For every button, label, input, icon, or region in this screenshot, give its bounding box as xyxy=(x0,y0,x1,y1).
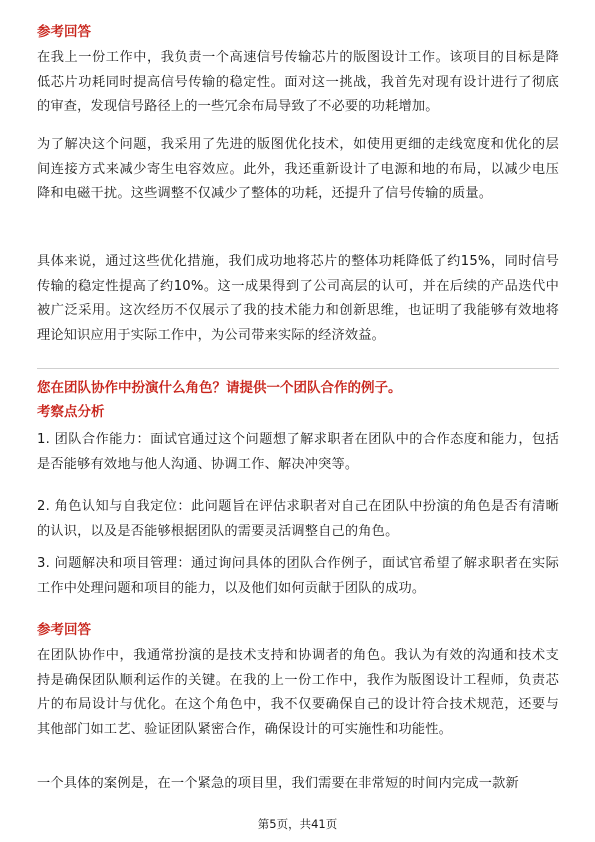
answer-paragraph-2: 为了解决这个问题，我采用了先进的版图优化技术，如使用更细的走线宽度和优化的层间连接方式来减少寄生电容效应。此外，我还重新设计了电源和地的布局，以减少电压降和电磁干扰。这些调整不仅减少了整体的功耗，还提升了信号传输的质量。 xyxy=(37,137,559,202)
analysis-item-1: 1. 团队合作能力：面试官通过这个问题想了解求职者在团队中的合作态度和能力，包括是否能够有效地与他人沟通、协调工作、解决冲突等。 xyxy=(37,432,559,472)
answer-paragraph-1: 在我上一份工作中，我负责一个高速信号传输芯片的版图设计工作。该项目的目标是降低芯片功耗同时提高信号传输的稳定性。面对这一挑战，我首先对现有设计进行了彻底的审查，发现信号路径上的一些冗余布局导致了不必要的功耗增加。 xyxy=(37,50,559,115)
analysis-heading: 考察点分析 xyxy=(37,404,105,420)
section-heading-reference-answer-2: 参考回答 xyxy=(37,622,91,638)
interview-question: 您在团队协作中扮演什么角色？请提供一个团队合作的例子。 xyxy=(37,380,402,396)
analysis-item-2: 2. 角色认知与自我定位：此问题旨在评估求职者对自己在团队中扮演的角色是否有清晰的认识，以及是否能够根据团队的需要灵活调整自己的角色。 xyxy=(37,499,559,539)
answer-paragraph-3: 具体来说，通过这些优化措施，我们成功地将芯片的整体功耗降低了约15%，同时信号传输的稳定性提高了约10%。这一成果得到了公司高层的认可，并在后续的产品迭代中被广泛采用。这次经历不仅展示了我的技术能力和创新思维，也证明了我能够有效地将理论知识应用于实际工作中，为公司带来实际的经济效益。 xyxy=(37,254,559,343)
section-divider xyxy=(37,368,559,369)
page-footer: 第5页，共41页 xyxy=(257,817,338,831)
section-heading-reference-answer-1: 参考回答 xyxy=(37,24,91,40)
analysis-item-3: 3. 问题解决和项目管理：通过询问具体的团队合作例子，面试官希望了解求职者在实际工作中处理问题和项目的能力，以及他们如何贡献于团队的成功。 xyxy=(37,556,559,596)
answer-paragraph-4: 在团队协作中，我通常扮演的是技术支持和协调者的角色。我认为有效的沟通和技术支持是确保团队顺利运作的关键。在我的上一份工作中，我作为版图设计工程师，负责芯片的布局设计与优化。在这个角色中，我不仅要确保自己的设计符合技术规范，还要与其他部门如工艺、验证团队紧密合作，确保设计的可实施性和功能性。 xyxy=(37,648,559,737)
answer-paragraph-5: 一个具体的案例是，在一个紧急的项目里，我们需要在非常短的时间内完成一款新 xyxy=(37,776,519,791)
